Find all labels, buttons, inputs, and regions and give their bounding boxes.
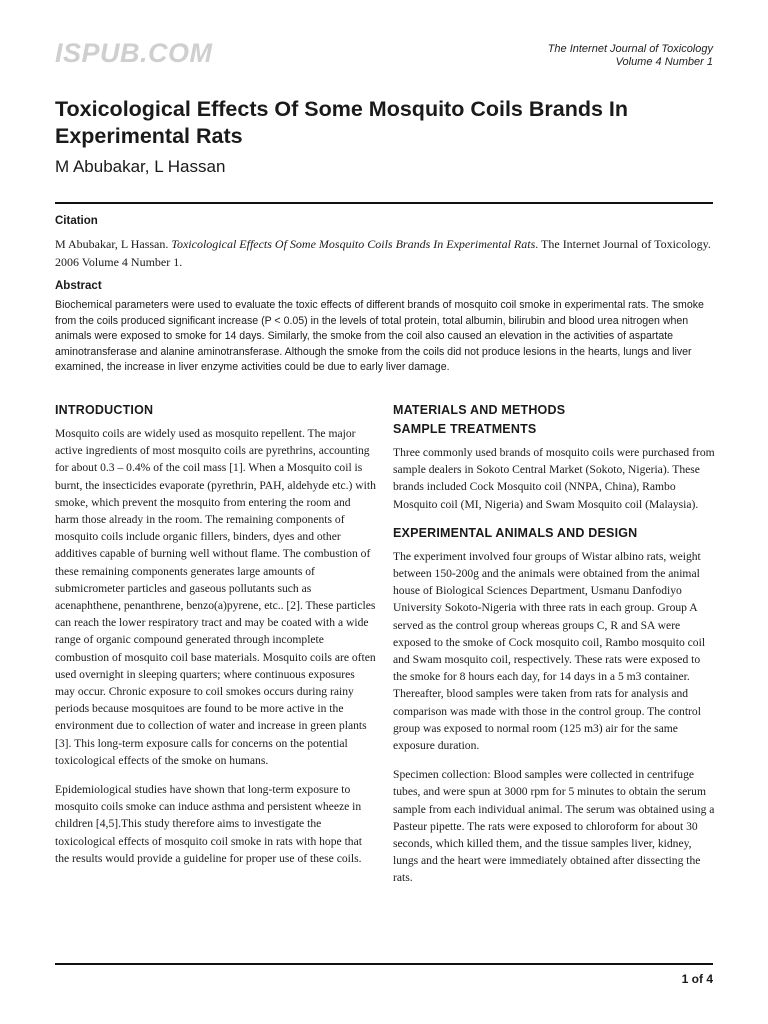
- journal-volume: Volume 4 Number 1: [615, 56, 713, 68]
- experimental-design-heading: EXPERIMENTAL ANIMALS AND DESIGN: [393, 525, 638, 540]
- citation-authors: M Abubakar, L Hassan.: [55, 237, 172, 251]
- specimen-collection-paragraph: Specimen collection: Blood samples were collected in centrifuge tubes, and were spun at 3000 rpm for 5 minutes to obtain the serum sample from each individual animal. The serum was obtained using a Pasteur pipette. The rats were exposed to chloroform for about 30 seconds, which killed them, and the tissue samples liver, kidney, lungs and the heart were immediately obtained after dissecting the rats.: [393, 768, 715, 885]
- page-number: 1 of 4: [681, 972, 713, 986]
- article-authors: M Abubakar, L Hassan: [55, 157, 226, 176]
- sample-treatments-heading: SAMPLE TREATMENTS: [393, 422, 537, 436]
- site-logo: ISPUB.COM: [55, 38, 213, 68]
- introduction-paragraph-2: Epidemiological studies have shown that long-term exposure to mosquito coils smoke can induce asthma and persistent wheeze in children [4,5].This study therefore aims to investigate the toxicological effects of mosquito coil smoke in rats with hope that the results would provide a guideline for proper use of these coils.: [55, 783, 362, 865]
- left-column: [55, 402, 377, 879]
- introduction-paragraph-1: Mosquito coils are widely used as mosquito repellent. The major active ingredients of most mosquito coils are pyrethrins, accounting for about 0.3 – 0.4% of the coil mass [1]. When a Mosquito coil is burnt, the insecticides evaporate (pyrethrin, PAH, aldehyde etc.) with smoke, which prevent the mosquito from entering the room and harm those already in the room. The remaining components of mosquito coils include organic fillers, binders, dyes and other additives capable of burning well without flame. The combustion of these remaining components generates large amounts of submicrometer particles and gaseous pollutants such as acenaphthene, penanthrene, benzo(a)pyrene, etc.. [2]. These particles can reach the lower respiratory tract and may be coated with a wide range of organic compound generated through incomplete combustion of mosquito coil base materials. Mosquito coils are often used overnight in sleeping quarters; where continuous exposures may occur. Chronic exposure to coil smokes occurs during rainy periods because mosquitoes are found to be more active in the environment due to collection of water and increase in green plants [3]. This long-term exposure calls for concerns on the potential toxicological effects of the smoke on humans.: [55, 427, 376, 767]
- experimental-design-paragraph: The experiment involved four groups of Wistar albino rats, weight between 150-200g and the animals were obtained from the animal house of Biological Sciences Department, Usmanu Danfodiyo University Sokoto-Nigeria with three rats in each group. Group A served as the control group whereas groups C, R and SA were exposed to the smoke of Cock mosquito coil, Rambo mosquito coil and Swam mosquito coil, respectively. These rats were exposed to the smoke for 8 hours each day, for 14 days in a 5 m3 container. Thereafter, blood samples were taken from rats for analysis and comparison was made with those in the control group. The control group was exposed to normal room (125 m3) air for the same exposure duration.: [393, 549, 706, 753]
- abstract-heading: Abstract: [55, 280, 102, 292]
- citation-heading: Citation: [55, 215, 98, 227]
- journal-info: [548, 43, 713, 69]
- citation-title: Toxicological Effects Of Some Mosquito Coils Brands In Experimental Rats: [171, 237, 536, 251]
- right-column: [393, 402, 715, 899]
- introduction-heading: INTRODUCTION: [55, 403, 154, 417]
- article-title: Toxicological Effects Of Some Mosquito Coils Brands In Experimental Rats: [55, 97, 629, 148]
- citation-source: . The Internet Journal of Toxicology. 2006 Volume 4 Number 1.: [55, 237, 711, 269]
- sample-treatments-paragraph: Three commonly used brands of mosquito coils were purchased from sample dealers in Sokoto Central Market (Sokoto, Nigeria). These brands included Cock Mosquito coil (NNPA, China), Rambo Mosquito coil (MI, Nigeria) and Swam Mosquito coil (Malaysia).: [393, 446, 715, 511]
- abstract-text: Biochemical parameters were used to evaluate the toxic effects of different brands of mosquito coil smoke in experimental rats. The smoke from the coils produced significant increase (P < 0.05) in the levels of total protein, total albumin, bilirubin and blood urea nitrogen when animals were exposed to smoke for 14 days. Similarly, the smoke from the coil also caused an elevation in the activities of aspartate aminotransferase and alanine aminotransferase. Although the smoke from the coils did not produce lesions in the hearts, lungs and liver examined, the increase in liver enzyme activities could be due to early liver damage.: [55, 299, 704, 373]
- citation-text: [55, 236, 713, 271]
- journal-name: The Internet Journal of Toxicology: [547, 43, 713, 55]
- methods-heading: MATERIALS AND METHODS: [393, 403, 566, 417]
- footer-divider: [55, 963, 713, 965]
- header-divider: [55, 202, 713, 204]
